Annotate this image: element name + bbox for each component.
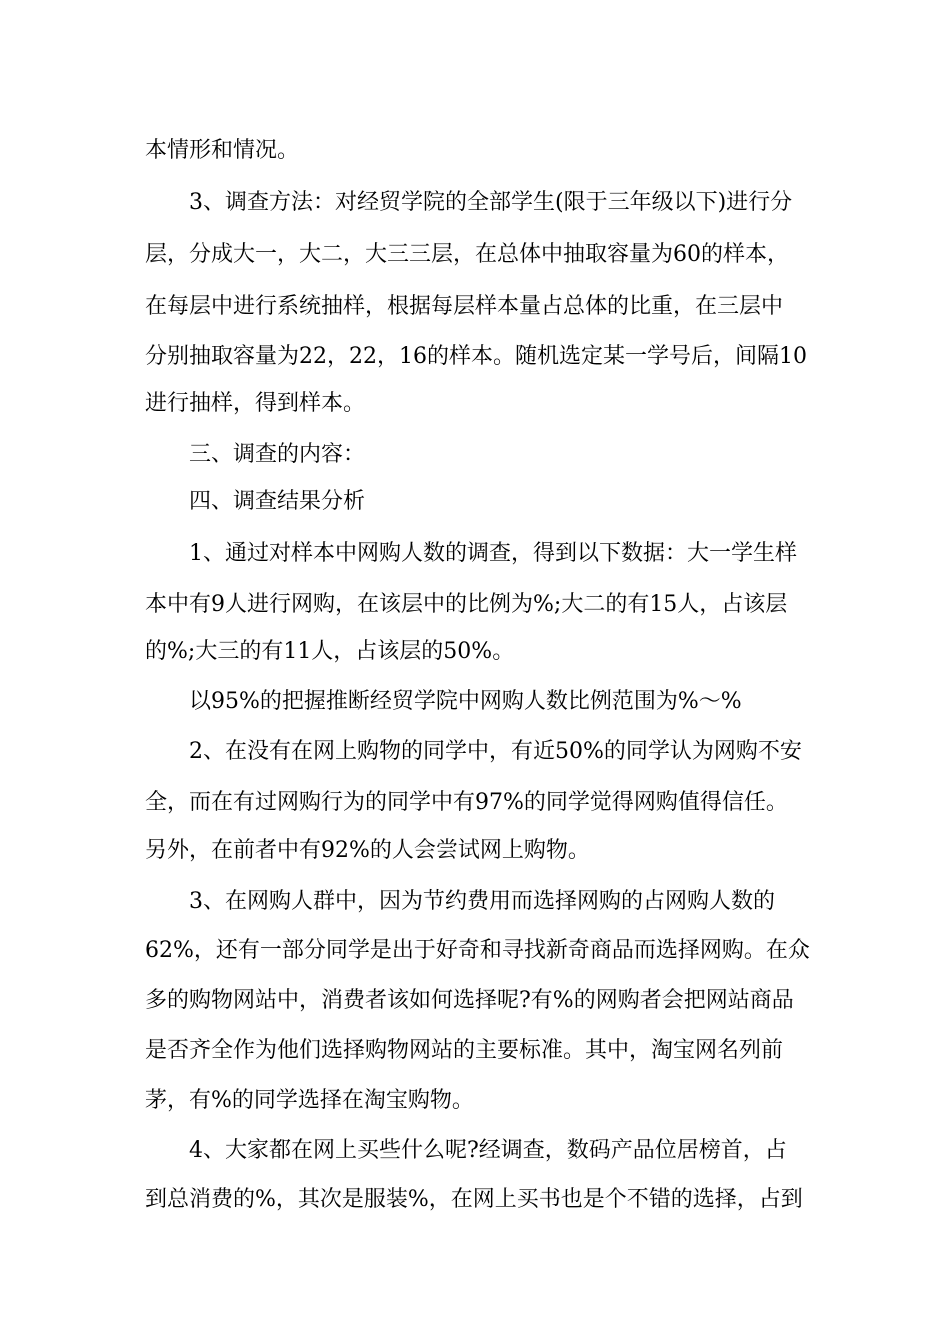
text-line: 2、在没有在网上购物的同学中，有近50%的同学认为网购不安 [189,739,802,764]
text-line: 另外，在前者中有92%的人会尝试网上购物。 [145,838,590,863]
text-line: 3、在网购人群中，因为节约费用而选择网购的占网购人数的 [189,889,775,914]
text-line: 茅，有%的同学选择在淘宝购物。 [145,1088,474,1113]
text-line: 多的购物网站中，消费者该如何选择呢?有%的网购者会把网站商品 [145,988,794,1013]
text-line: 进行抽样，得到样本。 [145,391,366,416]
text-line: 层，分成大一，大二，大三三层，在总体中抽取容量为60的样本， [145,242,789,267]
text-line: 62%，还有一部分同学是出于好奇和寻找新奇商品而选择网购。在众 [145,938,810,963]
text-line: 本中有9人进行网购，在该层中的比例为%;大二的有15人，占该层 [145,592,788,617]
section-heading: 三、调查的内容： [189,442,366,467]
text-line: 分别抽取容量为22，22，16的样本。随机选定某一学号后，间隔10 [145,344,807,369]
text-line: 以95%的把握推断经贸学院中网购人数比例范围为%～% [189,689,742,714]
text-line: 在每层中进行系统抽样，根据每层样本量占总体的比重，在三层中 [145,294,784,319]
text-line: 4、大家都在网上买些什么呢?经调查，数码产品位居榜首，占 [189,1138,787,1163]
section-heading: 四、调查结果分析 [189,489,366,514]
text-line: 1、通过对样本中网购人数的调查，得到以下数据：大一学生样 [189,541,797,566]
text-line: 本情形和情况。 [145,138,300,163]
text-line: 3、调查方法：对经贸学院的全部学生(限于三年级以下)进行分 [189,190,793,215]
text-line: 是否齐全作为他们选择购物网站的主要标准。其中，淘宝网名列前 [145,1038,784,1063]
text-line: 全，而在有过网购行为的同学中有97%的同学觉得网购值得信任。 [145,790,788,815]
text-line: 到总消费的%，其次是服装%，在网上买书也是个不错的选择，占到 [145,1187,803,1212]
text-line: 的%;大三的有11人，占该层的50%。 [145,639,515,664]
